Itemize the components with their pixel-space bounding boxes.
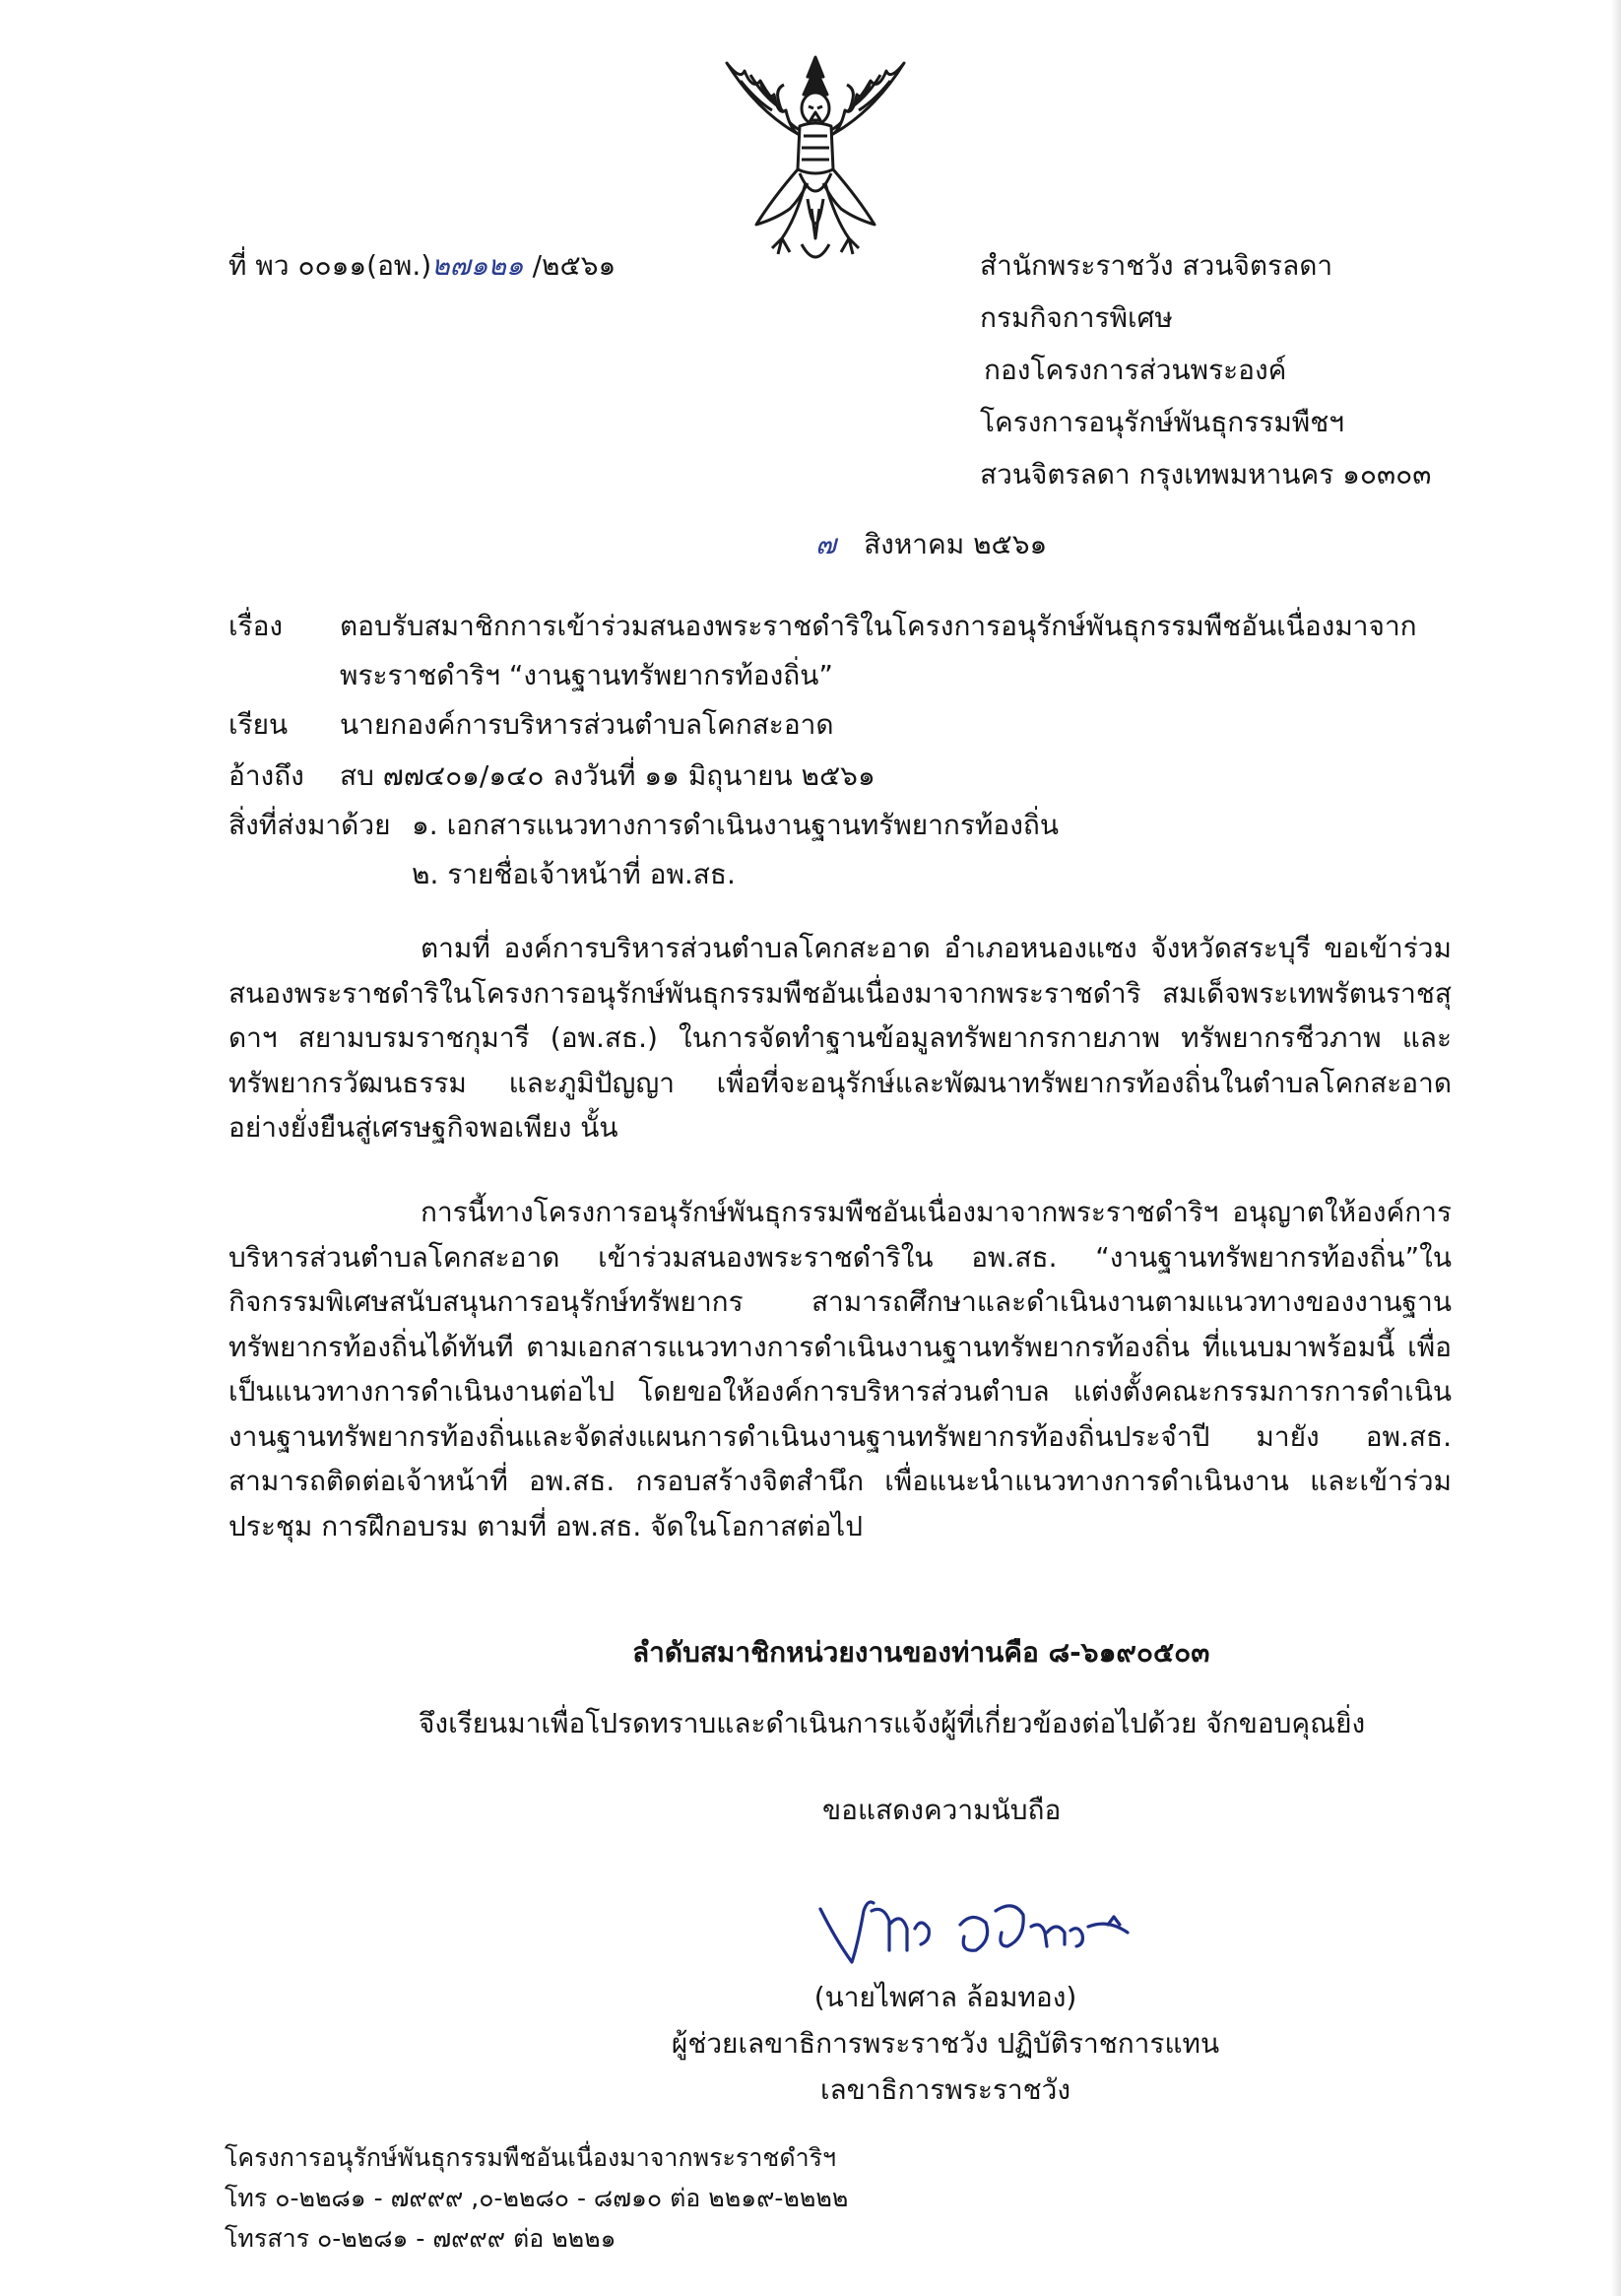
handwritten-day: ๗	[815, 528, 837, 560]
enclosure-item-2: ๒. รายชื่อเจ้าหน้าที่ อพ.สธ.	[412, 858, 736, 890]
signature-block	[630, 1980, 1261, 2119]
page-edge	[1611, 0, 1621, 2296]
subject-label: เรื่อง	[228, 610, 284, 642]
signatory-name: (นายไพศาล ล้อมทอง)	[813, 1981, 1077, 2013]
subject-line-2: พระราชดำริฯ “งานฐานทรัพยากรท้องถิ่น”	[340, 659, 833, 691]
member-number: ลำดับสมาชิกหน่วยงานของท่านคือ ๘-๖๑๙๐๕๐๓	[632, 1636, 1210, 1669]
addressee-label: เรียน	[228, 708, 289, 741]
subject-line-1: ตอบรับสมาชิกการเข้าร่วมสนองพระราชดำริในโครงการอนุรักษ์พันธุกรรมพืชอันเนื่องมาจาก	[340, 610, 1417, 642]
issuer-line: กองโครงการส่วนพระองค์	[984, 354, 1287, 386]
signatory-position: เลขาธิการพระราชวัง	[819, 2073, 1071, 2106]
date-month-year: สิงหาคม ๒๕๖๑	[864, 528, 1048, 560]
reference-suffix: /๒๕๖๑	[532, 249, 616, 282]
issuer-line: สวนจิตรลดา กรุงเทพมหานคร ๑๐๓๐๓	[980, 458, 1432, 491]
issuer-line: โครงการอนุรักษ์พันธุกรรมพืชฯ	[980, 406, 1344, 438]
footer-phone: โทร ๐-๒๒๘๑ - ๗๙๙๙ ,๐-๒๒๘๐ - ๘๗๑๐ ต่อ ๒๒๑๙-๒๒๒๒	[225, 2184, 849, 2212]
footer-fax: โทรสาร ๐-๒๒๘๑ - ๗๙๙๙ ต่อ ๒๒๒๑	[225, 2224, 616, 2253]
reference-prefix: ที่ พว ๐๐๑๑(อพ.)	[228, 249, 432, 282]
garuda-emblem-icon	[717, 51, 914, 278]
handwritten-signature	[812, 1881, 1142, 1980]
enclosure-item-1: ๑. เอกสารแนวทางการดำเนินงานฐานทรัพยากรท้องถิ่น	[412, 809, 1059, 841]
body-paragraph-1: ตามที่ องค์การบริหารส่วนตำบลโคกสะอาด อำเภอหนองแซง จังหวัดสระบุรี ขอเข้าร่วมสนองพระราชดำริในโครงการอนุรักษ์พันธุกรรมพืชอันเนื่องมาจากพระราชดำริ สมเด็จพระเทพรัตนราชสุดาฯ สยามบรมราชกุมารี (อพ.สธ.) ในการจัดทำฐานข้อมูลทรัพยากรกายภาพ ทรัพยากรชีวภาพ และทรัพยากรวัฒนธรรม และภูมิปัญญา เพื่อที่จะอนุรักษ์และพัฒนาทรัพยากรท้องถิ่นในตำบลโคกสะอาด อย่างยั่งยืนสู่เศรษฐกิจพอเพียง นั้น	[228, 932, 1452, 1144]
footer-org: โครงการอนุรักษ์พันธุกรรมพืชอันเนื่องมาจากพระราชดำริฯ	[225, 2143, 837, 2172]
body-paragraph-2: การนี้ทางโครงการอนุรักษ์พันธุกรรมพืชอันเนื่องมาจากพระราชดำริฯ อนุญาตให้องค์การบริหารส่วนตำบลโคกสะอาด เข้าร่วมสนองพระราชดำริใน อพ.สธ. “งานฐานทรัพยากรท้องถิ่น”ในกิจกรรมพิเศษสนับสนุนการอนุรักษ์ทรัพยากร สามารถศึกษาและดำเนินงานตามแนวทางของงานฐานทรัพยากรท้องถิ่นได้ทันที ตามเอกสารแนวทางการดำเนินงานฐานทรัพยากรท้องถิ่น ที่แนบมาพร้อมนี้ เพื่อเป็นแนวทางการดำเนินงานต่อไป โดยขอให้องค์การบริหารส่วนตำบล แต่งตั้งคณะกรรมการการดำเนินงานฐานทรัพยากรท้องถิ่นและจัดส่งแผนการดำเนินงานฐานทรัพยากรท้องถิ่นประจำปี มายัง อพ.สธ. สามารถติดต่อเจ้าหน้าที่ อพ.สธ. กรอบสร้างจิตสำนึก เพื่อแนะนำแนวทางการดำเนินงาน และเข้าร่วมประชุม การฝึกอบรม ตามที่ อพ.สธ. จัดในโอกาสต่อไป	[228, 1196, 1452, 1542]
closing-request: จึงเรียนมาเพื่อโปรดทราบและดำเนินการแจ้งผู้ที่เกี่ยวข้องต่อไปด้วย จักขอบคุณยิ่ง	[419, 1707, 1366, 1739]
document-reference	[228, 248, 616, 284]
reference-doc-value: สบ ๗๗๔๐๑/๑๔๐ ลงวันที่ ๑๑ มิถุนายน ๒๕๖๑	[340, 759, 875, 792]
signatory-position: ผู้ช่วยเลขาธิการพระราชวัง ปฏิบัติราชการแทน	[671, 2027, 1220, 2060]
contact-footer	[225, 2142, 848, 2263]
issuer-address	[980, 248, 1431, 509]
handwritten-reference-number: ๒๗๑๒๑	[431, 249, 524, 282]
reference-doc-label: อ้างถึง	[228, 759, 304, 792]
issuer-line: สำนักพระราชวัง สวนจิตรลดา	[980, 249, 1333, 282]
enclosures-label: สิ่งที่ส่งมาด้วย	[228, 809, 391, 841]
addressee-value: นายกองค์การบริหารส่วนตำบลโคกสะอาด	[340, 708, 834, 741]
salutation: ขอแสดงความนับถือ	[822, 1794, 1062, 1826]
issuer-line: กรมกิจการพิเศษ	[980, 301, 1173, 334]
letter-date	[815, 527, 1047, 562]
